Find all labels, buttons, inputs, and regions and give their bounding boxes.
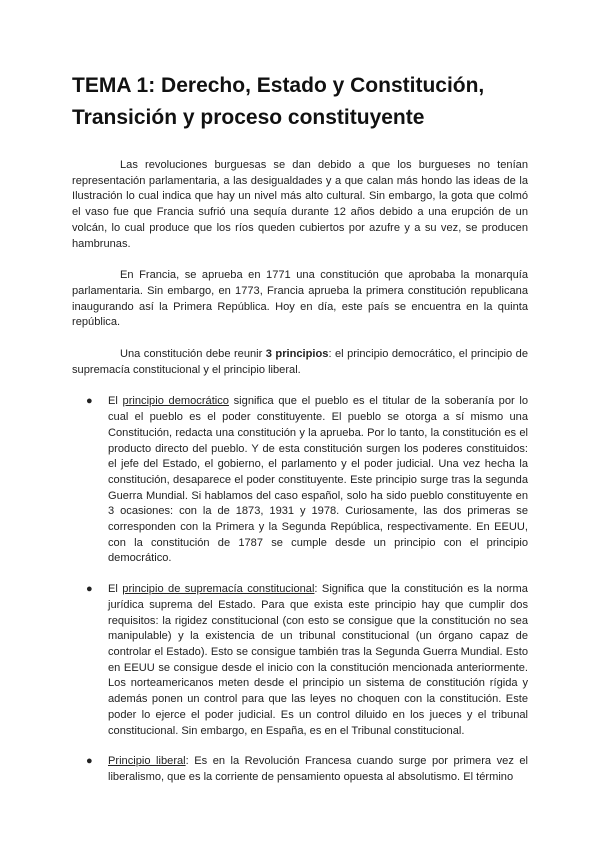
list-item-principio-liberal: [72, 754, 528, 785]
bullet-icon: ●: [86, 755, 93, 768]
paragraph-francia: En Francia, se aprueba en 1771 una constitución que aprobaba la monarquía parlamentaria. Sin embargo, en 1773, Francia aprueba la primera constitución republicana inaugurando así la Primera República. Hoy en día, este país se encuentra en la quinta república.: [72, 269, 528, 329]
list-item-prefix: El: [108, 583, 123, 596]
bullet-icon: ●: [86, 395, 93, 408]
principios-list: : el principio democrático, el principio de supremacía constitucional y el principio liberal.: [72, 348, 528, 376]
paragraph-burgeses: Las revoluciones burguesas se dan debido a que los burgueses no tenían representación parlamentaria, a las desigualdades y a que calan más hondo las ideas de la Ilustración lo cual indica que hay un nivel más alto cultural. Sin embargo, la gota que colmó el vaso fue que Francia sufrió una sequía durante 12 años debido a una erupción de un volcán, lo cual produce que los ríos queden cubiertos por azufre y a su vez, se producen hambrunas.: [72, 159, 528, 250]
list-item-term: Principio liberal: [108, 755, 186, 768]
list-item-term: principio democrático: [122, 395, 229, 408]
document-title: TEMA 1: Derecho, Estado y Constitución, Transición y proceso constituyente: [72, 74, 485, 129]
list-item-term: principio de supremacía constitucional: [122, 583, 315, 596]
list-item-prefix: El: [108, 395, 123, 408]
paragraph-principios: [72, 347, 528, 378]
document-body: [72, 158, 528, 801]
list-item-text: : Es en la Revolución Francesa cuando surge por primera vez el liberalismo, que es la corriente de pensamiento opuesta al absolutismo. El término: [108, 755, 528, 783]
list-item-principio-democratico: [72, 394, 528, 567]
bullet-icon: ●: [86, 583, 93, 596]
list-item-principio-supremacia: [72, 582, 528, 739]
list-item-text: : Significa que la constitución es la norma jurídica suprema del Estado. Para que exista este principio hay que cumplir dos requisitos: la rigidez constitucional (con esto se consigue que la constitución no sea manipulable) y la existencia de un tribunal constitucional (un órgano capaz de controlar el Estado). Esto se consigue también tras la Segunda Guerra Mundial. Esto en EEUU se consigue desde el inicio con la constitución mencionada anteriormente. Los norteamericanos meten desde el principio un sistema de constitución rígida y además ponen un control para que las leyes no choquen con la constitución. Este poder lo ejerce el poder judicial. Es un control diluido en los jueces y el tribunal constitucional. Sin embargo, en España, es en el Tribunal constitucional.: [108, 583, 528, 737]
principios-count: 3 principios: [265, 348, 329, 361]
principles-list: [72, 394, 528, 785]
principios-intro: Una constitución debe reunir: [120, 348, 266, 361]
list-item-text: significa que el pueblo es el titular de la soberanía por lo cual el pueblo es el poder constituyente. El pueblo se otorga a sí mismo una Constitución, redacta una constitución y la aprueba. Por lo tanto, la constitución es el producto directo del pueblo. Y de esta constitución surgen los poderes constituidos: el jefe del Estado, el gobierno, el parlamento y el poder judicial. Una vez hecha la constitución, desaparece el poder constituyente. Este principio surge tras la segunda Guerra Mundial. Si hablamos del caso español, solo ha sido pueblo constituyente en 3 ocasiones: con la de 1873, 1931 y 1978. Curiosamente, las dos primeras se corresponden con la Primera y la Segunda República, respectivamente. En EEUU, con la constitución de 1787 se cumple desde un principio con el principio democrático.: [108, 395, 529, 565]
